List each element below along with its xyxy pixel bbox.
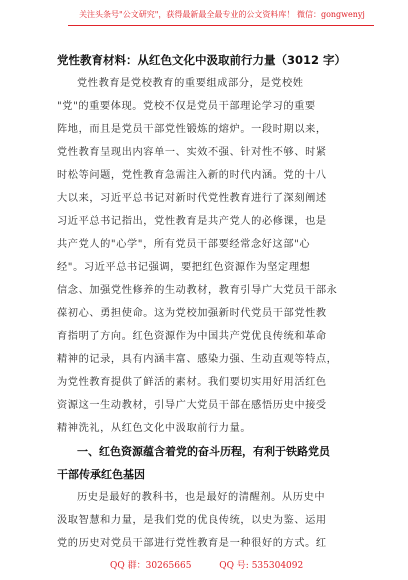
paragraph-section-1 [57, 486, 351, 555]
text-line: 信念、加强党性修养的生动教材，教育引导广大党员干部永 [57, 285, 338, 296]
text-line: 经"。习近平总书记强调，要把红色资源作为坚定理想 [57, 262, 311, 273]
footer-qq-group: QQ 群：30265665 [110, 561, 192, 571]
footer-contact [110, 560, 350, 572]
text-line: 党性教育呈现出内容单一、实效不强、针对性不够、时紧 [57, 147, 327, 158]
text-line: "党"的重要体现。党校不仅是党员干部理论学习的重要 [57, 101, 316, 112]
text-line: 历史是最好的教科书，也是最好的清醒剂。从历史中 [77, 492, 326, 503]
section-heading-1 [57, 440, 353, 486]
text-line: 党性教育是党校教育的重要组成部分，是党校姓 [77, 78, 304, 89]
text-line: 葆初心、勇担使命。这为党校加强新时代党员干部党性教 [57, 308, 327, 319]
text-line: 资源这一生动教材，引导广大党员干部在感悟历史中接受 [57, 400, 327, 411]
header-divider [68, 25, 374, 26]
text-line: 时松等问题，党性教育急需注入新的时代内涵。党的十八 [57, 170, 327, 181]
text-line: 大以来，习近平总书记对新时代党性教育进行了深刻阐述 [57, 193, 327, 204]
text-line: 党的历史对党员干部进行党性教育是一种很好的方式。红 [57, 538, 327, 549]
section-heading-line: 一、红色资源蕴含着党的奋斗历程，有利于铁路党员 [77, 445, 330, 458]
text-line: 阵地，而且是党员干部党性锻炼的熔炉。一段时期以来， [57, 124, 327, 135]
section-heading-line: 干部传承红色基因 [57, 468, 145, 481]
text-line: 育指明了方向。红色资源作为中国共产党优良传统和革命 [57, 331, 327, 342]
text-line: 汲取智慧和力量，是我们党的优良传统，以史为鉴、运用 [57, 515, 327, 526]
text-line: 共产党人的"心学"，所有党员干部要经常念好这部"心 [57, 239, 311, 250]
document-title: 党性教育材料：从红色文化中汲取前行力量（3012 字） [57, 53, 347, 67]
footer-qq-number: QQ 号: 535304092 [219, 561, 304, 571]
paragraph-intro [57, 72, 351, 302]
text-line: 为党性教育提供了鲜活的素材。我们要切实用好用活红色 [57, 377, 327, 388]
text-line: 习近平总书记指出，党性教育是共产党人的必修课，也是 [57, 216, 327, 227]
text-line: 精神的记录，具有内涵丰富、感染力强、生动直观等特点， [57, 354, 338, 365]
text-line: 精神洗礼，从红色文化中汲取前行力量。 [57, 423, 252, 434]
header-banner: 关注头条号"公文研究"，获得最新最全最专业的公文资料库！ 微信：gongwenyj [79, 10, 365, 19]
paragraph-intro-continued [57, 302, 351, 440]
